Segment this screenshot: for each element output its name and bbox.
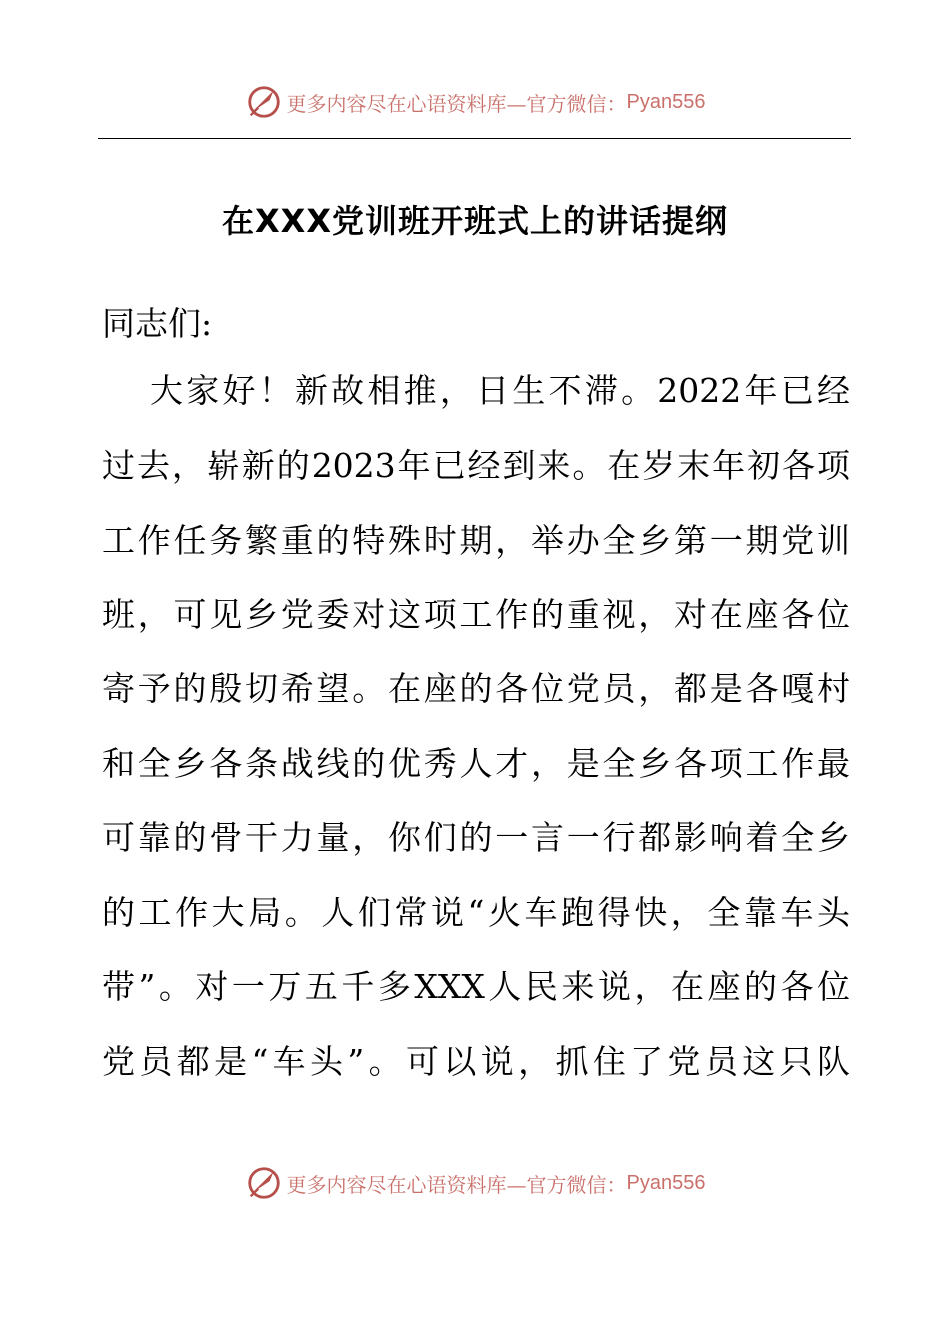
salutation: 同志们: xyxy=(102,304,213,343)
body-line: 过去，崭新的2023年已经到来。在岁末年初各项 xyxy=(102,446,850,485)
body-line: 的工作大局。人们常说“火车跑得快，全靠车头 xyxy=(102,893,850,932)
body-line: 寄予的殷切希望。在座的各位党员，都是各嘎村 xyxy=(102,669,850,708)
footer-watermark xyxy=(0,1163,950,1203)
body-line: 可靠的骨干力量，你们的一言一行都影响着全乡 xyxy=(102,818,850,857)
document-title: 在XXX党训班开班式上的讲话提纲 xyxy=(221,202,729,240)
watermark-wechat-id: Pyan556 xyxy=(626,1171,706,1194)
watermark-text: 更多内容尽在心语资料库—官方微信： xyxy=(286,1172,627,1197)
body-line: 班，可见乡党委对这项工作的重视，对在座各位 xyxy=(102,595,850,634)
body-line: 工作任务繁重的特殊时期，举办全乡第一期党训 xyxy=(102,521,850,560)
body-line: 带”。对一万五千多XXX人民来说，在座的各位 xyxy=(102,967,850,1006)
body-line: 党员都是“车头”。可以说，抓住了党员这只队 xyxy=(102,1042,850,1081)
body-line: 和全乡各条战线的优秀人才，是全乡各项工作最 xyxy=(102,744,850,783)
header-divider xyxy=(98,138,851,139)
body-line: 大家好！新故相推，日生不滞。2022年已经 xyxy=(150,371,850,410)
header-watermark xyxy=(0,82,950,122)
watermark-wechat-id: Pyan556 xyxy=(626,90,706,113)
quill-logo-icon xyxy=(245,1164,283,1202)
watermark-text: 更多内容尽在心语资料库—官方微信： xyxy=(286,91,627,116)
quill-logo-icon xyxy=(245,83,283,121)
